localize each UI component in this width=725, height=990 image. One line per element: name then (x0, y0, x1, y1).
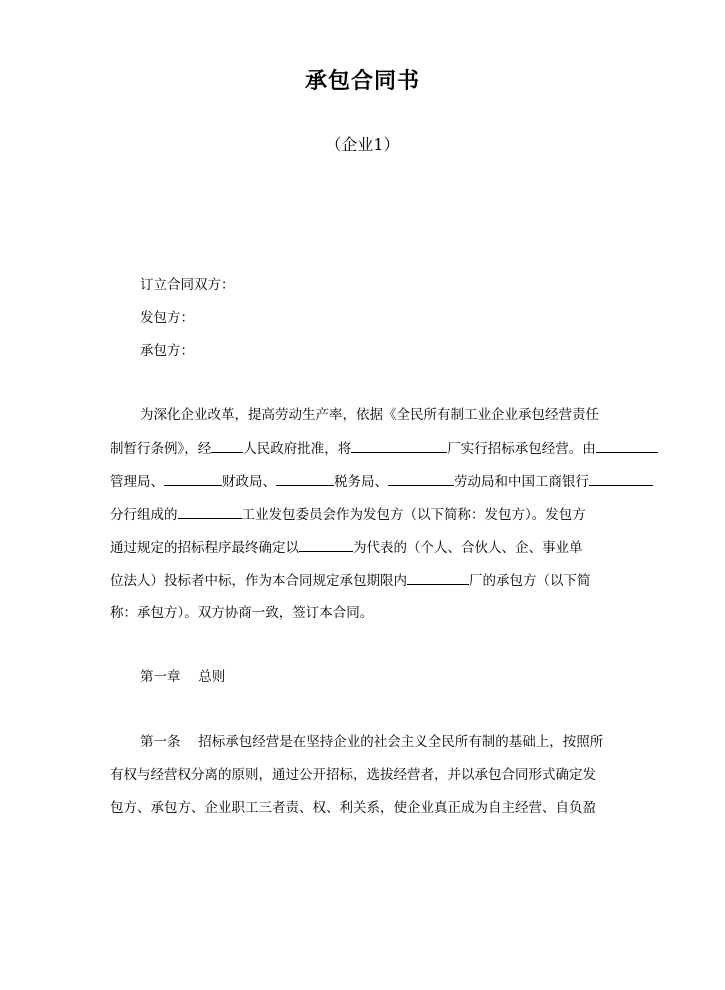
article-1-line-3: 包方、承包方、企业职工三者责、权、利关系，使企业真正成为自主经营、自负盈 (110, 800, 596, 816)
fill-blank (596, 439, 658, 453)
preamble-text: 税务局、 (334, 474, 388, 490)
fill-blank (388, 472, 454, 486)
preamble-line-5 (110, 538, 583, 557)
preamble-line-1: 为深化企业改革，提高劳动生产率，依据《全民所有制工业企业承包经营责任 (140, 407, 599, 423)
contractor-label: 承包方： (140, 343, 194, 359)
preamble-text: 管理局、 (110, 474, 164, 490)
parties-heading: 订立合同双方： (140, 277, 235, 293)
preamble-text: 工业发包委员会作为发包方（以下简称：发包方）。发包方 (241, 507, 586, 523)
fill-blank (211, 439, 243, 453)
preamble-line-3 (110, 472, 653, 491)
preamble-text: 通过规定的招标程序最终确定以 (110, 540, 299, 556)
document-subtitle: （企业1） (325, 135, 400, 154)
fill-blank (178, 505, 242, 519)
preamble-text: 制暂行条例》，经 (110, 441, 212, 457)
preamble-text: 分行组成的 (110, 507, 178, 523)
fill-blank (407, 571, 469, 585)
preamble-line-4 (110, 505, 586, 524)
fill-blank (351, 439, 447, 453)
preamble-line-7: 称：承包方）。双方协商一致，签订本合同。 (110, 605, 374, 621)
preamble-line-2 (110, 439, 658, 458)
preamble-text: 劳动局和中国工商银行 (454, 474, 589, 490)
fill-blank (164, 472, 222, 486)
employer-label: 发包方： (140, 310, 194, 326)
preamble-text: 厂的承包方（以下简 (469, 573, 591, 589)
preamble-text: 财政局、 (222, 474, 276, 490)
article-1-line-2: 有权与经营权分离的原则，通过公开招标，选拔经营者，并以承包合同形式确定发 (110, 767, 596, 783)
fill-blank (299, 538, 353, 552)
preamble-line-6 (110, 571, 591, 590)
fill-blank (276, 472, 334, 486)
chapter-heading: 第一章 总则 (140, 669, 226, 685)
fill-blank (589, 472, 653, 486)
preamble-text: 厂实行招标承包经营。由 (447, 441, 596, 457)
preamble-text: 为代表的（个人、合伙人、企、事业单 (353, 540, 583, 556)
article-1-line-1: 第一条 招标承包经营是在坚持企业的社会主义全民所有制的基础上，按照所 (140, 734, 604, 750)
preamble-text: 位法人）投标者中标，作为本合同规定承包期限内 (110, 573, 407, 589)
document-title: 承包合同书 (304, 69, 420, 94)
preamble-text: 人民政府批准，将 (243, 441, 352, 457)
